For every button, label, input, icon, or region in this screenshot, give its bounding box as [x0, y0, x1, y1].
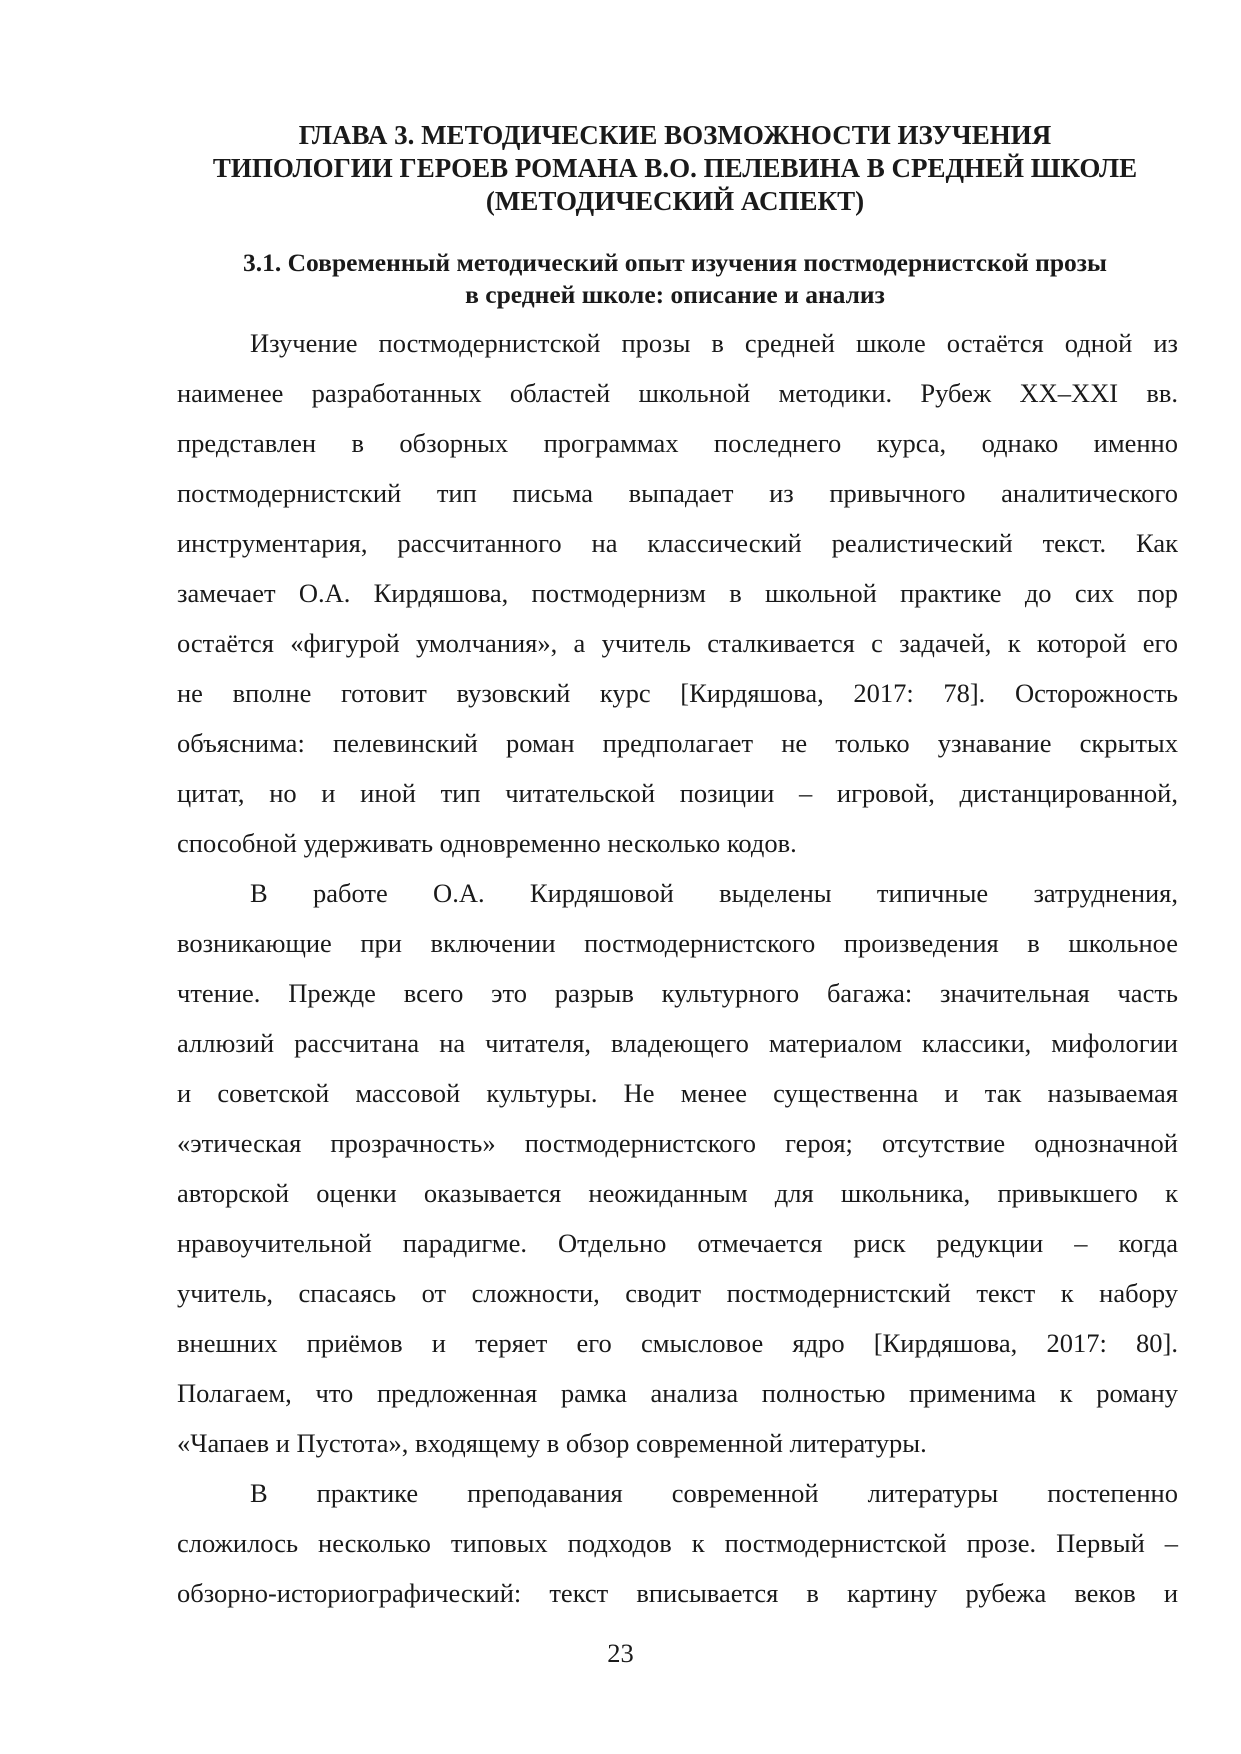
text-line: обзорно-историографический: текст вписывается в картину рубежа веков и	[177, 1578, 1178, 1608]
text-line: постмодернистский тип письма выпадает из привычного аналитического	[177, 478, 1178, 508]
text-line: учитель, спасаясь от сложности, сводит постмодернистский текст к набору	[177, 1278, 1178, 1308]
text-line: наименее разработанных областей школьной методики. Рубеж XX–XXI вв.	[177, 378, 1178, 408]
text-line: представлен в обзорных программах последнего курса, однако именно	[177, 428, 1178, 458]
text-line: «Чапаев и Пустота», входящему в обзор современной литературы.	[177, 1428, 927, 1458]
text-line: цитат, но и иной тип читательской позиции – игровой, дистанцированной,	[177, 778, 1178, 808]
text-line: нравоучительной парадигме. Отдельно отмечается риск редукции – когда	[177, 1228, 1178, 1258]
text-line: инструментария, рассчитанного на классический реалистический текст. Как	[177, 528, 1178, 558]
text-line: не вполне готовит вузовский курс [Кирдяшова, 2017: 78]. Осторожность	[177, 678, 1178, 708]
paragraph	[177, 318, 1178, 868]
text-line: чтение. Прежде всего это разрыв культурного багажа: значительная часть	[177, 978, 1178, 1008]
section-title-line: 3.1. Современный методический опыт изучения постмодернистской прозы	[243, 248, 1107, 277]
page-number: 23	[607, 1638, 634, 1668]
section-title	[170, 247, 1180, 311]
chapter-title-line: ГЛАВА 3. МЕТОДИЧЕСКИЕ ВОЗМОЖНОСТИ ИЗУЧЕНИЯ	[298, 120, 1052, 150]
chapter-title-line: (МЕТОДИЧЕСКИЙ АСПЕКТ)	[485, 186, 865, 216]
text-line: внешних приёмов и теряет его смысловое ядро [Кирдяшова, 2017: 80].	[177, 1328, 1178, 1358]
text-line: и советской массовой культуры. Не менее существенна и так называемая	[177, 1078, 1178, 1108]
text-line: замечает О.А. Кирдяшова, постмодернизм в школьной практике до сих пор	[177, 578, 1178, 608]
text-line: Изучение постмодернистской прозы в средней школе остаётся одной из	[250, 328, 1178, 358]
section-title-line: в средней школе: описание и анализ	[465, 280, 885, 309]
chapter-title-line: ТИПОЛОГИИ ГЕРОЕВ РОМАНА В.О. ПЕЛЕВИНА В СРЕДНЕЙ ШКОЛЕ	[212, 153, 1138, 183]
text-line: «этическая прозрачность» постмодернистского героя; отсутствие однозначной	[177, 1128, 1178, 1158]
chapter-title	[170, 119, 1180, 218]
body-text	[177, 318, 1178, 1618]
text-line: аллюзий рассчитана на читателя, владеющего материалом классики, мифологии	[177, 1028, 1178, 1058]
paragraph	[177, 868, 1178, 1468]
text-line: авторской оценки оказывается неожиданным для школьника, привыкшего к	[177, 1178, 1178, 1208]
text-line: возникающие при включении постмодернистского произведения в школьное	[177, 928, 1178, 958]
text-line: Полагаем, что предложенная рамка анализа полностью применима к роману	[177, 1378, 1178, 1408]
paragraph	[177, 1468, 1178, 1618]
text-line: В практике преподавания современной литературы постепенно	[250, 1478, 1178, 1508]
text-line: остаётся «фигурой умолчания», а учитель сталкивается с задачей, к которой его	[177, 628, 1178, 658]
text-line: В работе О.А. Кирдяшовой выделены типичные затруднения,	[250, 878, 1178, 908]
text-line: объяснима: пелевинский роман предполагает не только узнавание скрытых	[177, 728, 1178, 758]
text-line: сложилось несколько типовых подходов к постмодернистской прозе. Первый –	[177, 1528, 1178, 1558]
text-line: способной удерживать одновременно несколько кодов.	[177, 828, 797, 858]
